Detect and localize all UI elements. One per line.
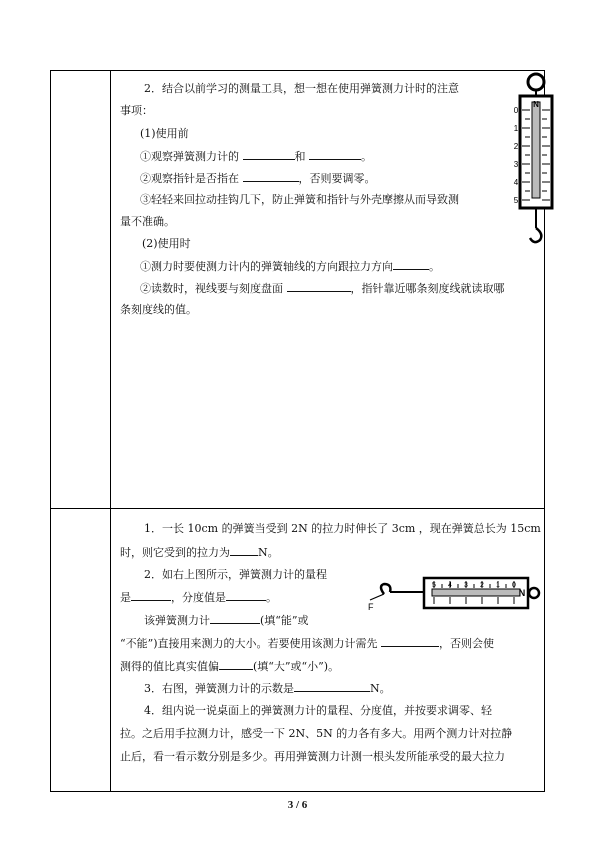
s2-q3-post: N。 (370, 682, 391, 695)
s1-before-heading: (1)使用前 (140, 127, 189, 140)
horizontal-scale-label-1: 1 (496, 582, 500, 589)
s1-b2-post: ，否则要调零。 (298, 172, 376, 185)
table-bottom-border (50, 791, 545, 792)
vertical-scale-label-1: 1 (513, 124, 519, 133)
horizontal-unit-label: N (518, 588, 526, 598)
vertical-scale-label-2: 2 (513, 142, 519, 151)
s2-q2-can-blank[interactable] (210, 613, 260, 624)
table-column-divider (110, 70, 111, 792)
s2-q2-l4-post: ，否则会使 (439, 637, 495, 650)
s2-q3 (144, 681, 391, 696)
s1-b1-post: 。 (361, 150, 372, 163)
s2-q1-post: N。 (258, 546, 279, 559)
s1-b1-blank2[interactable] (309, 149, 361, 160)
s2-q2-l2-post: 。 (266, 591, 277, 604)
s2-q4-line3: 止后，看一看示数分别是多少。再用弹簧测力计测一根头发所能承受的最大拉力 (120, 750, 505, 763)
s2-q2-l2-pre: 是 (120, 591, 131, 604)
force-label: F (368, 602, 374, 612)
s2-q3-pre: 3．右图，弹簧测力计的示数是 (144, 682, 294, 695)
s1-before-item3-line2: 量不准确。 (120, 215, 175, 228)
s2-q2-range-blank[interactable] (131, 590, 171, 601)
s1-b1-pre: ①观察弹簧测力计的 (140, 150, 239, 163)
end-ring-icon (529, 588, 539, 598)
s2-q2-adjust-blank[interactable] (381, 636, 439, 647)
s1-during-heading: (2)使用时 (142, 237, 191, 250)
horizontal-scale-label-0: 0 (512, 582, 516, 589)
s1-b1-blank1[interactable] (243, 149, 295, 160)
s1-d1-blank[interactable] (393, 259, 429, 270)
s2-q2-line1: 2．如右上图所示，弹簧测力计的量程 (144, 568, 327, 581)
table-row-divider (50, 508, 545, 509)
s1-q2-line2: 事项： (120, 104, 153, 117)
vertical-scale-label-5: 5 (513, 196, 519, 205)
vertical-scale-label-4: 4 (513, 178, 519, 187)
horizontal-scale-label-2: 2 (480, 582, 484, 589)
s2-q2-l4-pre: “不能”)直接用来测力的大小。若要使用该测力计需先 (120, 637, 378, 650)
s1-d1-post: 。 (429, 260, 440, 273)
top-ring-icon (528, 74, 544, 90)
bottom-hook-icon (530, 228, 541, 242)
s1-b2-blank[interactable] (243, 171, 299, 182)
s1-before-item1 (140, 149, 372, 164)
s1-d2-post: ，指针靠近哪条刻度线就读取哪 (350, 282, 505, 295)
s2-q2-line3 (144, 613, 309, 628)
horizontal-scale-label-5: 5 (432, 582, 436, 589)
s2-q2-l2-mid: ，分度值是 (171, 591, 226, 604)
s1-during-item1 (140, 259, 440, 274)
s2-q1-line1: 1．一长 10cm 的弹簧当受到 2N 的拉力时伸长了 3cm ，现在弹簧总长为 15cm (144, 522, 541, 535)
s1-during-item2-line2: 条刻度线的值。 (120, 303, 197, 316)
vertical-unit-label: N (533, 100, 539, 109)
s1-b1-mid: 和 (294, 150, 306, 163)
s1-q2-line1: 2．结合以前学习的测量工具，想一想在使用弹簧测力计时的注意 (144, 82, 459, 95)
s2-q4-line1: 4．组内说一说桌面上的弹簧测力计的量程、分度值，并按要求调零、轻 (144, 704, 492, 717)
s2-q1-pre: 时，则它受到的拉力为 (120, 546, 230, 559)
s1-b2-pre: ②观察指针是否指在 (140, 172, 239, 185)
horizontal-scale-label-4: 4 (448, 582, 452, 589)
horizontal-scale-label-3: 3 (464, 582, 468, 589)
page-number: 3 / 6 (287, 799, 308, 811)
s2-q2-division-blank[interactable] (226, 590, 266, 601)
s1-d2-pre: ②读数时，视线要与刻度盘面 (140, 282, 283, 295)
s1-d2-blank[interactable] (287, 281, 351, 292)
s1-before-item3-line1: ③轻轻来回拉动挂钩几下，防止弹簧和指针与外壳摩擦从而导致测 (140, 193, 459, 206)
s1-d1-pre: ①测力时要使测力计内的弹簧轴线的方向跟拉力方向 (140, 260, 393, 273)
vertical-scale-label-0: 0 (513, 106, 519, 115)
s2-q2-l5-post: (填“大”或“小”)。 (253, 660, 340, 673)
s2-q2-l3-post: (填“能”或 (260, 614, 309, 627)
s2-q2-l5-pre: 测得的值比真实值偏 (120, 660, 219, 673)
s2-q2-line5 (120, 659, 339, 674)
vertical-spring-scale-figure (508, 70, 564, 250)
table-top-border (50, 70, 545, 71)
s2-q1-blank[interactable] (230, 545, 258, 556)
vertical-scale-label-3: 3 (513, 160, 519, 169)
horizontal-spring-scale-figure (362, 572, 542, 614)
s2-q2-line2 (120, 590, 277, 605)
s2-q4-line2: 拉。之后用手拉测力计，感受一下 2N、5N 的力各有多大。用两个测力计对拉静 (120, 727, 513, 740)
table-left-border (50, 70, 51, 792)
s2-q1-line2 (120, 545, 279, 560)
s2-q2-l3-pre: 该弹簧测力计 (144, 614, 210, 627)
s2-q2-line4 (120, 636, 494, 651)
s2-q2-bias-blank[interactable] (219, 659, 253, 670)
s1-before-item2 (140, 171, 376, 186)
s2-q3-blank[interactable] (294, 681, 370, 692)
s1-during-item2 (140, 281, 505, 296)
hook-icon (370, 584, 390, 600)
